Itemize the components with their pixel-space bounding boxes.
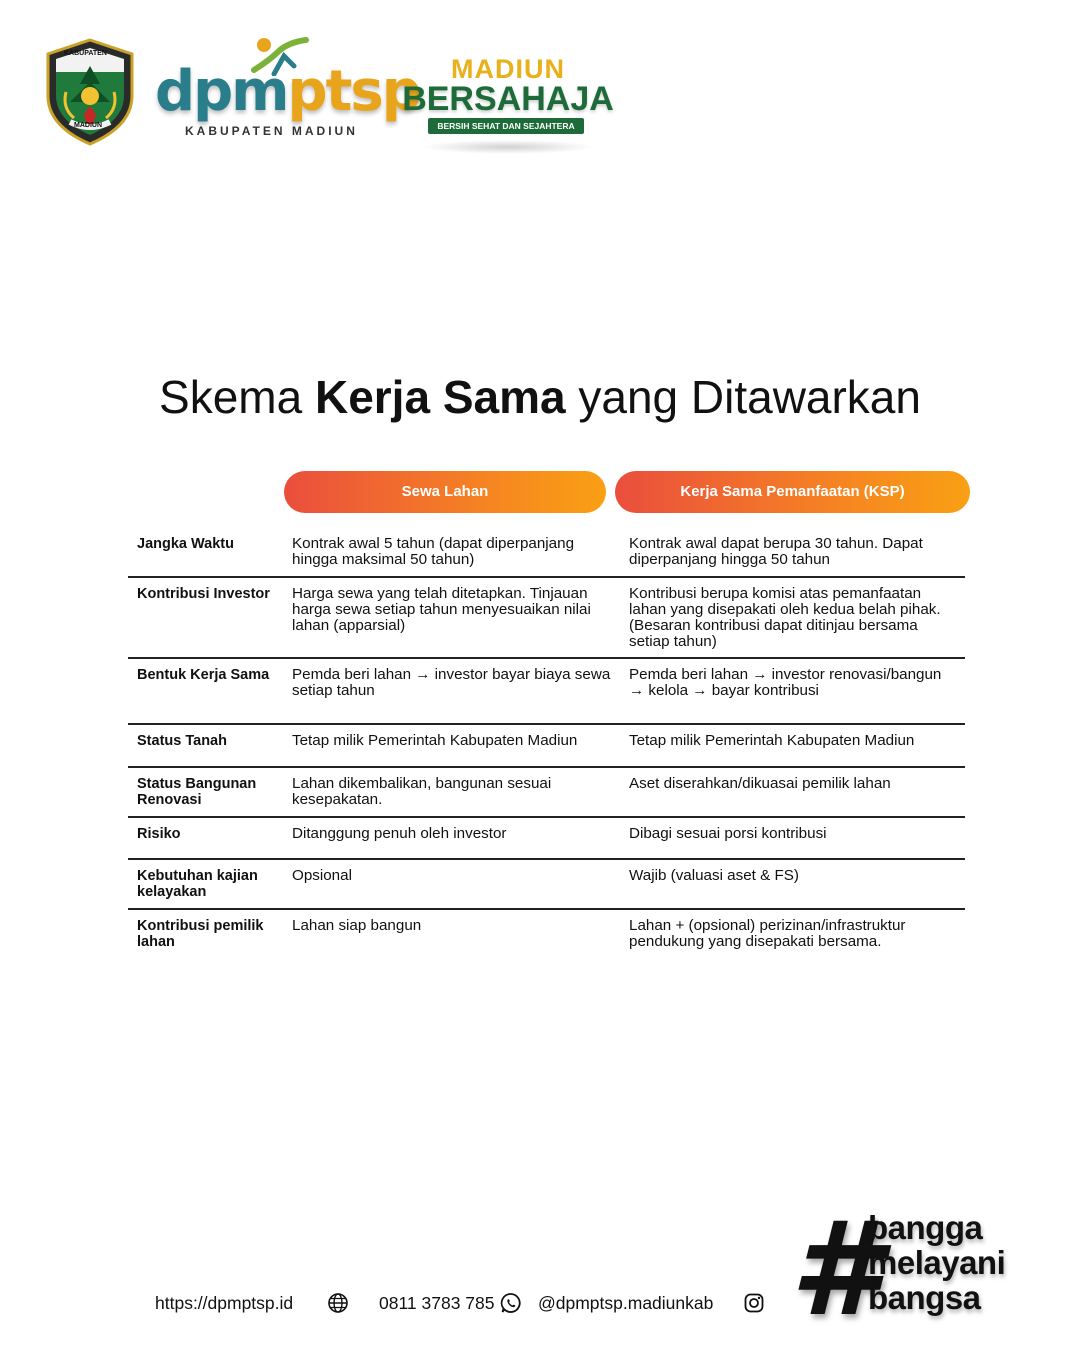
dpm-text: dpm (155, 59, 288, 124)
row-label: Status Tanah (137, 733, 227, 749)
row-label: Kontribusi Investor (137, 586, 270, 602)
ksp-cell: Kontrak awal dapat berupa 30 tahun. Dapat diperpanjang hingga 50 tahun (629, 535, 923, 568)
table-row (128, 528, 965, 578)
sewa-cell: Kontrak awal 5 tahun (dapat diperpanjang hingga maksimal 50 tahun) (292, 535, 575, 568)
hashtag-symbol: # (790, 1193, 881, 1345)
bersahaja-text: BERSAHAJA (402, 80, 614, 118)
ksp-cell: Lahan + (opsional) perizinan/infrastruktur pendukung yang disepakati bersama. (629, 917, 906, 950)
hashtag-line-1: bangga (868, 1209, 983, 1246)
table-row (128, 910, 965, 958)
column-header-sewa-lahan: Sewa Lahan (284, 471, 606, 513)
ksp-cell: Wajib (valuasi aset & FS) (629, 867, 799, 884)
sewa-cell: Ditanggung penuh oleh investor (292, 825, 507, 842)
crest-bottom-text: MADIUN (74, 122, 102, 129)
row-label: Kebutuhan kajian kelayakan (137, 868, 258, 900)
header-logos (40, 36, 640, 156)
logo-shadow (422, 140, 594, 154)
sewa-cell: Tetap milik Pemerintah Kabupaten Madiun (292, 732, 578, 749)
dpmptsp-logo (155, 36, 420, 156)
bangga-melayani-bangsa-badge (790, 1193, 1060, 1345)
globe-icon (327, 1292, 349, 1314)
ksp-cell: Tetap milik Pemerintah Kabupaten Madiun (629, 732, 915, 749)
crest-top-text: KABUPATEN (64, 50, 107, 57)
ksp-cell: Pemda beri lahan → investor renovasi/bangun → kelola → bayar kontribusi (629, 666, 942, 699)
row-label: Jangka Waktu (137, 536, 234, 552)
sewa-cell: Opsional (292, 867, 352, 884)
sewa-cell: Harga sewa yang telah ditetapkan. Tinjauan harga sewa setiap tahun menyesuaikan nilai lahan (apparsial) (292, 585, 591, 634)
ptsp-text: ptsp (287, 59, 420, 124)
phone-number[interactable]: 0811 3783 785 (379, 1293, 495, 1313)
title-bold: Kerja Sama (314, 371, 566, 423)
row-label: Risiko (137, 826, 181, 842)
table-row (128, 659, 965, 725)
comparison-table (128, 528, 965, 958)
sewa-cell: Pemda beri lahan → investor bayar biaya sewa setiap tahun (292, 666, 611, 699)
ksp-cell: Aset diserahkan/dikuasai pemilik lahan (629, 775, 891, 792)
column-header-ksp: Kerja Sama Pemanfaatan (KSP) (615, 471, 970, 513)
table-row (128, 818, 965, 860)
table-row (128, 578, 965, 659)
madiun-tagline: BERSIH SEHAT DAN SEJAHTERA (428, 118, 584, 134)
table-row (128, 768, 965, 818)
table-row (128, 860, 965, 910)
row-label: Bentuk Kerja Sama (137, 667, 270, 683)
sewa-cell: Lahan dikembalikan, bangunan sesuai kesepakatan. (292, 775, 552, 808)
row-label: Status Bangunan Renovasi (137, 776, 257, 808)
hashtag-words (868, 1210, 1005, 1315)
hashtag-line-3: bangsa (868, 1279, 981, 1316)
page-title (0, 370, 1080, 425)
whatsapp-icon (500, 1292, 522, 1314)
dpmptsp-subtitle: KABUPATEN MADIUN (185, 124, 358, 138)
contact-footer (155, 1290, 775, 1320)
ksp-cell: Dibagi sesuai porsi kontribusi (629, 825, 827, 842)
hashtag-line-2: melayani (868, 1244, 1006, 1281)
title-part2: yang Ditawarkan (565, 371, 921, 423)
row-label: Kontribusi pemilik lahan (137, 918, 264, 950)
madiun-bersahaja-logo (392, 56, 624, 166)
title-part1: Skema (159, 371, 315, 423)
dpmptsp-wordmark (155, 59, 420, 124)
ksp-cell: Kontribusi berupa komisi atas pemanfaatan lahan yang disepakati oleh kedua belah pihak. (Besaran kontribusi dapat ditinjau bersama setiap tahun) (629, 585, 941, 650)
madiun-top-text: MADIUN (451, 54, 565, 84)
sewa-cell: Lahan siap bangun (292, 917, 422, 934)
instagram-handle[interactable]: @dpmptsp.madiunkab (538, 1293, 714, 1313)
website-link[interactable]: https://dpmptsp.id (155, 1293, 294, 1313)
table-row (128, 725, 965, 768)
instagram-icon (743, 1292, 765, 1314)
